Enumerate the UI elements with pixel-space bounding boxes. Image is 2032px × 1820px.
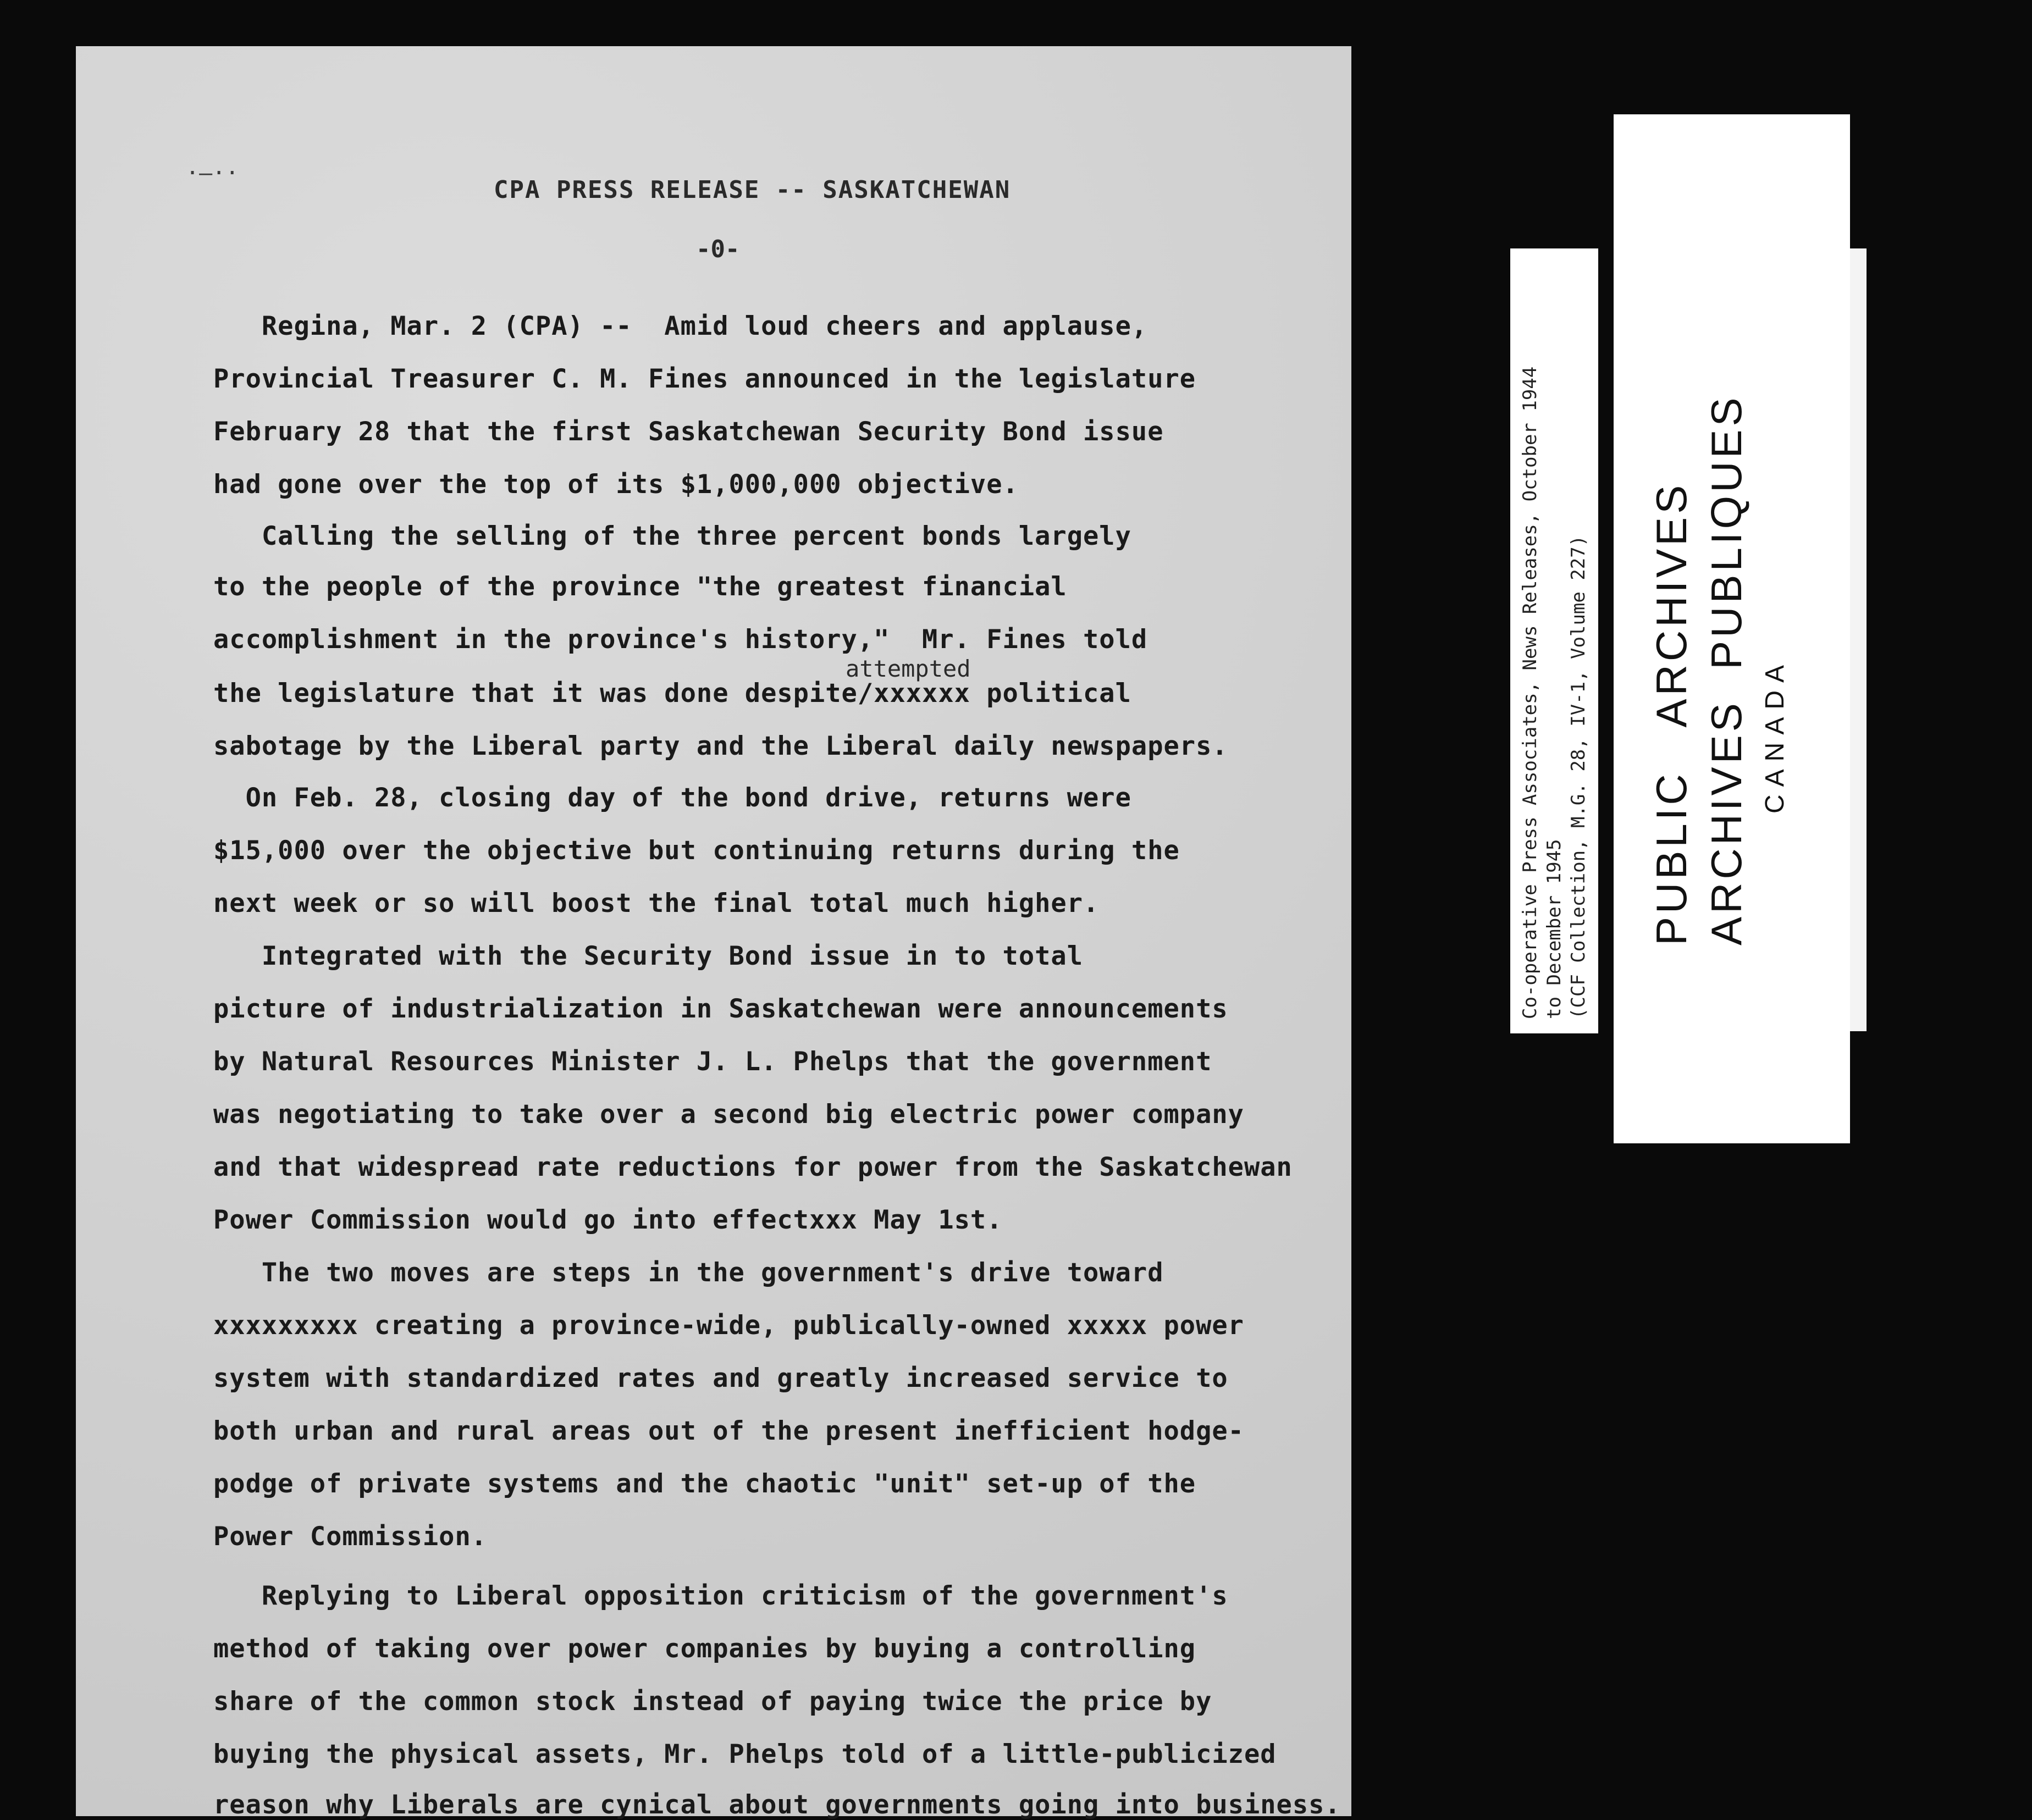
text-line: system with standardized rates and greatly increased service to	[213, 1363, 1228, 1393]
text-line: share of the common stock instead of paying twice the price by	[213, 1686, 1212, 1717]
collection-label-line: to December 1945	[1543, 839, 1565, 1019]
text-line: was negotiating to take over a second big electric power company	[213, 1099, 1244, 1130]
text-line: Provincial Treasurer C. M. Fines announced in the legislature	[213, 364, 1196, 394]
text-line: xxxxxxxxx creating a province-wide, publically-owned xxxxx power	[213, 1310, 1244, 1341]
stamp-line: CANADA	[1760, 657, 1790, 814]
text-line: method of taking over power companies by buying a controlling	[213, 1634, 1196, 1664]
text-line: $15,000 over the objective but continuing returns during the	[213, 836, 1180, 866]
text-line: Power Commission.	[213, 1522, 488, 1552]
text-line: by Natural Resources Minister J. L. Phelps that the government	[213, 1047, 1212, 1077]
collection-label-text	[1510, 248, 1598, 1033]
archive-stamp	[1614, 114, 1850, 1143]
stamp-line: ARCHIVES PUBLIQUES	[1702, 394, 1751, 945]
collection-label-line: (CCF Collection, M.G. 28, IV-1, Volume 227)	[1567, 535, 1589, 1019]
stamp-line: PUBLIC ARCHIVES	[1647, 482, 1696, 945]
text-line: buying the physical assets, Mr. Phelps told of a little-publicized	[213, 1739, 1277, 1769]
collection-label-line: Co-operative Press Associates, News Releases, October 1944	[1519, 366, 1541, 1019]
page-subheading: -0-	[696, 235, 740, 263]
stamp-edge	[1850, 248, 1867, 1031]
text-line: reason why Liberals are cynical about governments going into business.	[213, 1790, 1341, 1820]
text-line: the legislature that it was done despite/xxxxxx political	[213, 678, 1131, 709]
text-line: and that widespread rate reductions for power from the Saskatchewan	[213, 1152, 1293, 1182]
text-line: picture of industrialization in Saskatchewan were announcements	[213, 994, 1228, 1024]
text-line: accomplishment in the province's history," Mr. Fines told	[213, 624, 1148, 655]
text-line: both urban and rural areas out of the present inefficient hodge-	[213, 1416, 1244, 1446]
text-line: podge of private systems and the chaotic "unit" set-up of the	[213, 1469, 1196, 1499]
archive-stamp-text	[1614, 114, 1850, 1143]
text-line: On Feb. 28, closing day of the bond drive, returns were	[213, 783, 1131, 813]
text-line: Integrated with the Security Bond issue in to total	[213, 941, 1084, 971]
text-line: sabotage by the Liberal party and the Liberal daily newspapers.	[213, 731, 1228, 761]
text-line: The two moves are steps in the government's drive toward	[213, 1258, 1164, 1288]
text-line: Regina, Mar. 2 (CPA) -- Amid loud cheers and applause,	[213, 311, 1148, 341]
text-line: next week or so will boost the final total much higher.	[213, 888, 1100, 919]
page-heading: CPA PRESS RELEASE -- SASKATCHEWAN	[494, 176, 1011, 204]
text-line: February 28 that the first Saskatchewan Security Bond issue	[213, 417, 1164, 447]
text-line: Power Commission would go into effectxxx May 1st.	[213, 1205, 1003, 1235]
text-line: to the people of the province "the greatest financial	[213, 572, 1067, 602]
text-line: Replying to Liberal opposition criticism of the government's	[213, 1581, 1228, 1611]
handwritten-insertion: attempted	[846, 655, 971, 682]
typed-page	[76, 46, 1351, 1820]
handwritten-marks: ·—··	[186, 161, 239, 186]
text-line: Calling the selling of the three percent bonds largely	[213, 521, 1131, 551]
text-line: had gone over the top of its $1,000,000 objective.	[213, 469, 1019, 500]
collection-label	[1510, 248, 1598, 1033]
